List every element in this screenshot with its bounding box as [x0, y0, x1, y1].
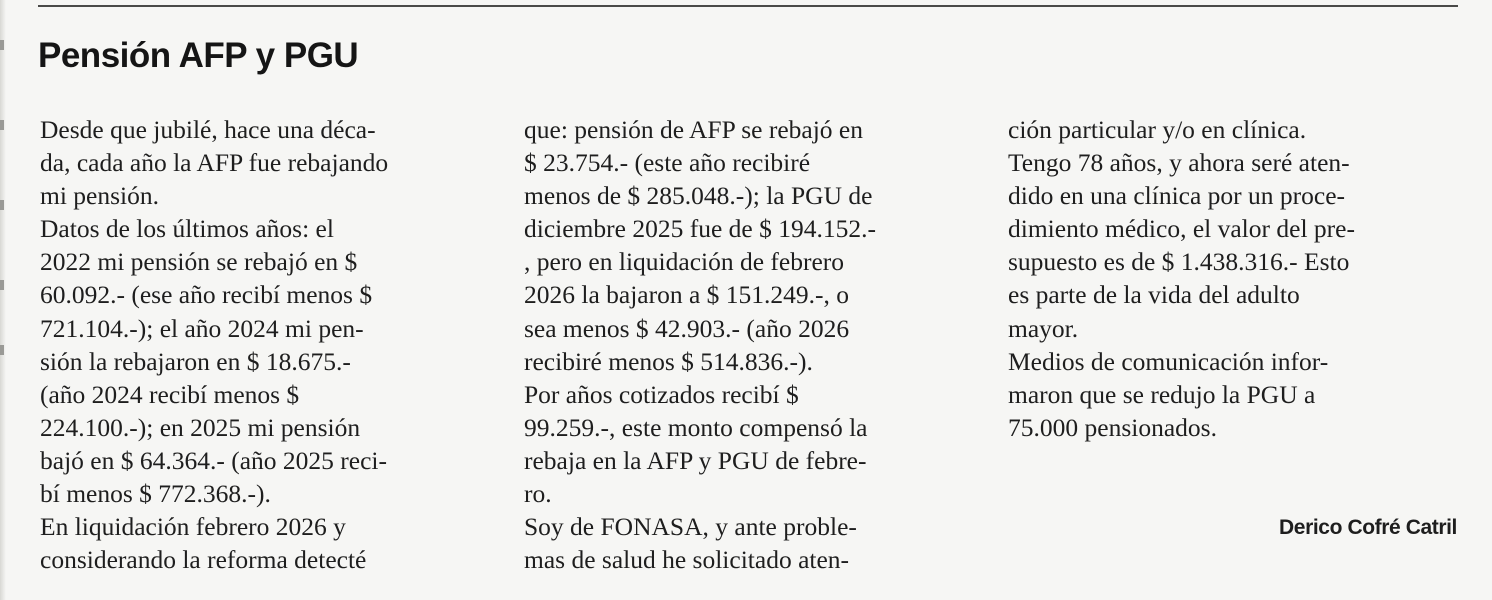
text-line: (año 2024 recibí menos $	[40, 379, 300, 409]
text-line: diciembre 2025 fue de $ 194.152.-	[524, 214, 876, 244]
text-line: 99.259.-, este monto compensó la	[524, 412, 868, 442]
text-line: , pero en liquidación de febrero	[524, 247, 845, 277]
text-line: considerando la reforma detecté	[40, 545, 367, 575]
text-line: Datos de los últimos años: el	[40, 214, 334, 244]
page-gutter-rule	[0, 0, 6, 600]
text-line: 2026 la bajaron a $ 151.249.-, o	[524, 280, 850, 310]
text-line: 75.000 pensionados.	[1008, 412, 1217, 442]
text-line: dimiento médico, el valor del pre-	[1008, 214, 1355, 244]
gutter-tick	[0, 40, 4, 50]
text-line: En liquidación febrero 2026 y	[40, 512, 346, 542]
text-line: dido en una clínica por un proce-	[1008, 181, 1346, 211]
text-line: Tengo 78 años, y ahora seré aten-	[1008, 148, 1350, 178]
text-line: menos de $ 285.048.-); la PGU de	[524, 181, 873, 211]
text-line: maron que se redujo la PGU a	[1008, 379, 1316, 409]
text-line: $ 23.754.- (este año recibiré	[524, 148, 811, 178]
text-line: ción particular y/o en clínica.	[1008, 115, 1307, 144]
text-line: bajó en $ 64.364.- (año 2025 reci-	[40, 445, 387, 475]
text-line: que: pensión de AFP se rebajó en	[524, 115, 863, 144]
text-line: 60.092.- (ese año recibí menos $	[40, 280, 373, 310]
article-column-2	[524, 113, 994, 576]
text-line: da, cada año la AFP fue rebajando	[40, 148, 389, 178]
author-signature: Derico Cofré Catril	[1279, 516, 1457, 539]
gutter-tick	[0, 280, 4, 290]
text-line: recibiré menos $ 514.836.-).	[524, 346, 813, 376]
text-line: ro.	[524, 479, 552, 509]
text-line: es parte de la vida del adulto	[1008, 280, 1300, 310]
text-line: Desde que jubilé, hace una déca-	[40, 115, 376, 144]
text-line: 721.104.-); el año 2024 mi pen-	[40, 313, 364, 343]
text-line: bí menos $ 772.368.-).	[40, 479, 271, 509]
gutter-tick	[0, 200, 4, 210]
text-line: Por años cotizados recibí $	[524, 379, 799, 409]
top-divider-rule	[38, 5, 1458, 7]
text-line: 2022 mi pensión se rebajó en $	[40, 247, 358, 277]
article-headline: Pensión AFP y PGU	[38, 36, 359, 75]
text-line: mi pensión.	[40, 181, 159, 211]
text-line: sea menos $ 42.903.- (año 2026	[524, 313, 850, 343]
gutter-tick	[0, 120, 4, 130]
text-line: Soy de FONASA, y ante proble-	[524, 512, 857, 542]
text-line: mas de salud he solicitado aten-	[524, 545, 850, 575]
text-line: Medios de comunicación infor-	[1008, 346, 1329, 376]
text-line: rebaja en la AFP y PGU de febre-	[524, 445, 867, 475]
text-line: supuesto es de $ 1.438.316.- Esto	[1008, 247, 1350, 277]
text-line: sión la rebajaron en $ 18.675.-	[40, 346, 351, 376]
article-column-3	[1008, 113, 1468, 444]
article-column-1	[40, 113, 500, 576]
text-line: 224.100.-); en 2025 mi pensión	[40, 412, 361, 442]
text-line: mayor.	[1008, 313, 1079, 343]
gutter-tick	[0, 345, 4, 355]
